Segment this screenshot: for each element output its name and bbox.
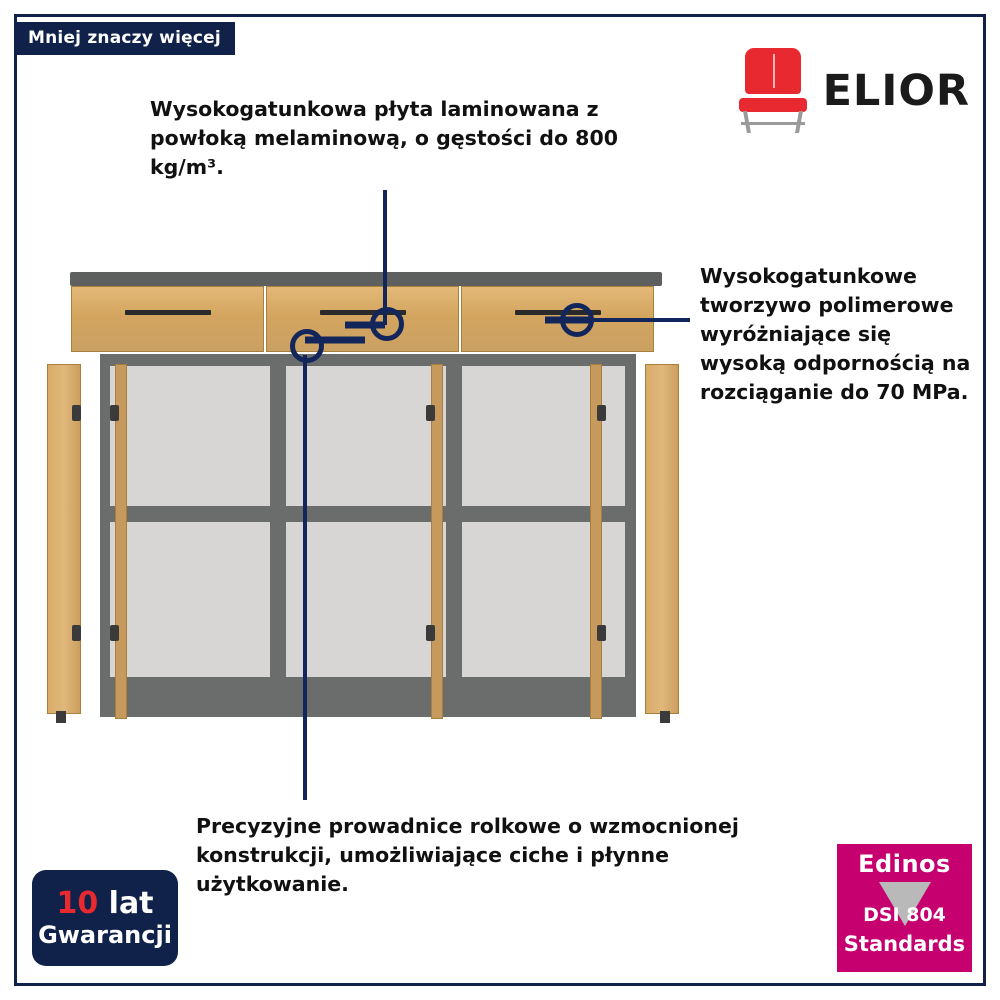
standards-badge <box>837 844 972 972</box>
brand-logo <box>737 48 970 134</box>
door-right-open <box>645 364 679 714</box>
drawer-left <box>71 286 264 352</box>
cabinet-foot <box>56 711 66 723</box>
cabinet-foot <box>660 711 670 723</box>
warranty-years <box>56 887 153 920</box>
warranty-label: Gwarancji <box>38 921 172 950</box>
callout-polymer: Wysokogatunkowe tworzywo polimerowe wyróżniające się wysoką odpornością na rozciąganie do 70 MPa. <box>700 264 971 405</box>
hinge-icon <box>72 405 81 421</box>
warranty-badge <box>32 870 178 966</box>
cabinet-carcass <box>100 354 636 717</box>
standards-title: Edinos <box>858 850 951 878</box>
brand-name: ELIOR <box>822 66 970 116</box>
door-left-open <box>47 364 81 714</box>
shelf-cell <box>286 366 446 506</box>
hinge-icon <box>426 625 435 641</box>
hinge-icon <box>110 405 119 421</box>
callout-material: Wysokogatunkowa płyta laminowana z powłoką melaminową, o gęstości do 800 kg/m³. <box>150 97 618 180</box>
door-left-inner-edge <box>115 364 127 719</box>
shelf-cell <box>110 522 270 677</box>
callout-marker-slides <box>290 329 324 363</box>
hinge-icon <box>110 625 119 641</box>
hinge-icon <box>597 405 606 421</box>
warranty-years-unit: lat <box>108 886 154 922</box>
cabinet-top-panel <box>70 272 662 286</box>
product-illustration <box>45 272 685 752</box>
header-ribbon: Mniej znaczy więcej <box>14 22 235 55</box>
door-middle-edge <box>431 364 443 719</box>
shelf-cell <box>286 522 446 677</box>
door-right-inner-edge <box>590 364 602 719</box>
drawer-handle <box>125 310 211 315</box>
hinge-icon <box>426 405 435 421</box>
warranty-years-number: 10 <box>56 886 99 922</box>
standards-subtitle: Standards <box>843 932 966 956</box>
callout-slides: Precyzyjne prowadnice rolkowe o wzmocnionej konstrukcji, umożliwiające ciche i płynne użytkowanie. <box>196 814 739 897</box>
hinge-icon <box>72 625 81 641</box>
red-chair-icon <box>737 48 809 134</box>
shelf-cell <box>110 366 270 506</box>
drawer-right <box>461 286 654 352</box>
hinge-icon <box>597 625 606 641</box>
standards-code: DSI 804 <box>863 904 946 926</box>
callout-marker-polymer <box>560 303 594 337</box>
callout-marker-material <box>370 307 404 341</box>
